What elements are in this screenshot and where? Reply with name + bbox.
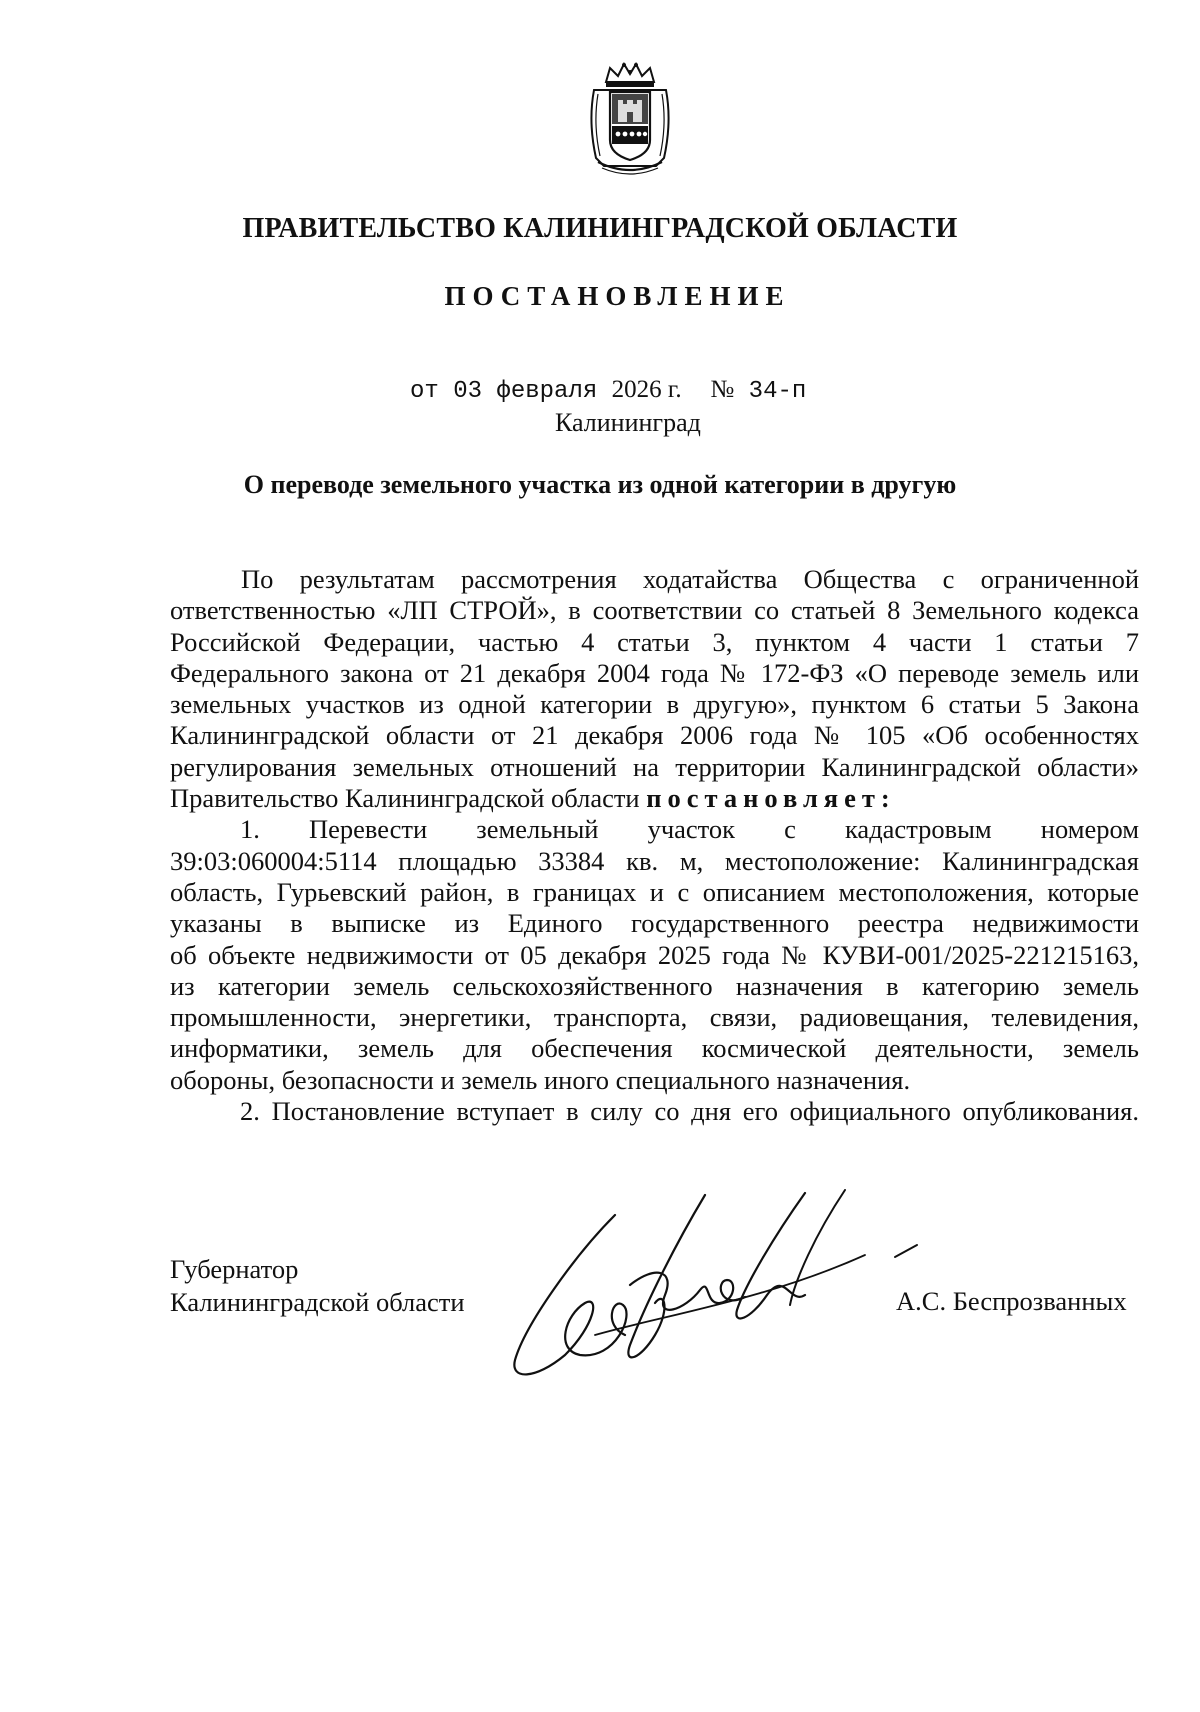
- item-1-line: область, Гурьевский район, в границах и с описанием местоположения, которые: [170, 876, 1139, 907]
- item-1-line: из категории земель сельскохозяйственного назначения в категорию земель: [170, 970, 1139, 1001]
- item-2-line: 2. Постановление вступает в силу со дня его официального опубликования.: [240, 1096, 1139, 1127]
- body-line: земельных участков из одной категории в другую», пунктом 6 статьи 5 Закона: [170, 689, 1139, 720]
- body-line: ответственностью «ЛП СТРОЙ», в соответствии со статьей 8 Земельного кодекса: [170, 595, 1139, 626]
- item-1-line: 1. Перевести земельный участок с кадастровым номером: [240, 814, 1139, 845]
- body-line: Федерального закона от 21 декабря 2004 года № 172-ФЗ «О переводе земель или: [170, 657, 1139, 688]
- decree-prefix: Правительство Калининградской области: [170, 783, 640, 814]
- item-1-line: об объекте недвижимости от 05 декабря 2025 года № КУВИ-001/2025-221215163,: [170, 939, 1139, 970]
- item-1-line: информатики, земель для обеспечения космической деятельности, земель: [170, 1033, 1139, 1064]
- document-type: ПОСТАНОВЛЕНИЕ: [444, 281, 791, 311]
- decree-word: постановляет:: [646, 783, 896, 814]
- coat-of-arms-icon: [584, 62, 676, 178]
- document-place: Калининград: [555, 408, 701, 437]
- document-body: [170, 564, 1139, 1127]
- handwritten-signature-icon: [505, 1185, 925, 1385]
- item-1-line: 39:03:060004:5114 площадью 33384 кв. м, местоположение: Калининградская: [170, 845, 1139, 876]
- signatory-position-line2: Калининградской области: [170, 1287, 465, 1317]
- document-date-line: [410, 376, 806, 405]
- decree-line: [170, 783, 1139, 814]
- item-1-line: указаны в выписке из Единого государственного реестра недвижимости: [170, 908, 1139, 939]
- number-prefix: №: [710, 376, 735, 403]
- body-line: Российской Федерации, частью 4 статьи 3, пунктом 4 части 1 статьи 7: [170, 626, 1139, 657]
- date-prefix: от: [410, 378, 439, 405]
- signatory-position: [170, 1253, 465, 1319]
- date-value: 03 февраля: [453, 378, 598, 405]
- organization-title: ПРАВИТЕЛЬСТВО КАЛИНИНГРАДСКОЙ ОБЛАСТИ: [242, 213, 958, 244]
- body-line: регулирования земельных отношений на территории Калининградской области»: [170, 751, 1139, 782]
- body-line: По результатам рассмотрения ходатайства Общества с ограниченной: [241, 564, 1139, 594]
- item-1-line: промышленности, энергетики, транспорта, связи, радиовещания, телевидения,: [170, 1002, 1139, 1033]
- signatory-position-line1: Губернатор: [170, 1254, 299, 1284]
- item-1-line: обороны, безопасности и земель иного специального назначения.: [170, 1064, 911, 1095]
- document-subject: О переводе земельного участка из одной категории в другую: [243, 470, 957, 499]
- date-year: 2026 г.: [611, 376, 682, 403]
- document-number: 34-п: [748, 378, 807, 405]
- body-line: Калининградской области от 21 декабря 2006 года № 105 «Об особенностях: [170, 720, 1139, 751]
- signatory-name: А.С. Беспрозванных: [896, 1286, 1127, 1316]
